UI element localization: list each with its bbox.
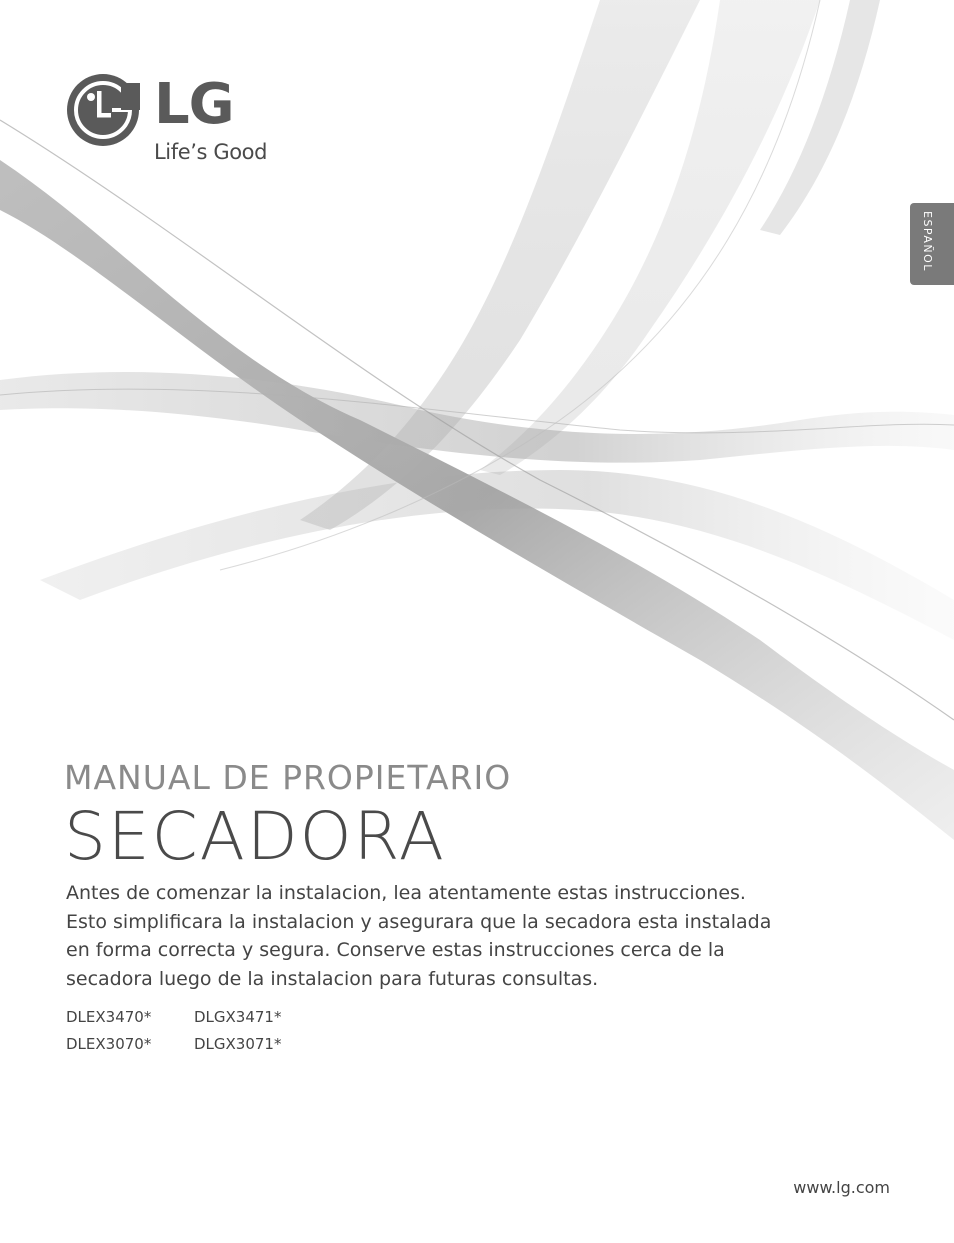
document-subtitle: MANUAL DE PROPIETARIO <box>64 758 512 797</box>
model-list <box>66 1004 322 1058</box>
language-tab <box>910 203 954 285</box>
lg-face-logo-icon <box>66 73 140 147</box>
document-title: SECADORA <box>64 798 446 875</box>
model-number: DLGX3071* <box>194 1035 282 1053</box>
website-link[interactable]: www.lg.com <box>793 1178 890 1197</box>
lg-wordmark: LG <box>154 72 234 137</box>
lg-logo <box>66 73 286 173</box>
model-row <box>66 1031 322 1058</box>
intro-paragraph <box>66 879 846 993</box>
brand-tagline: Life’s Good <box>154 140 268 164</box>
intro-line: Esto simplificara la instalacion y asegurara que la secadora esta instalada <box>66 910 772 933</box>
intro-line: en forma correcta y segura. Conserve estas instrucciones cerca de la <box>66 939 725 961</box>
language-tab-label: ESPAÑOL <box>921 211 934 272</box>
intro-line: Antes de comenzar la instalacion, lea atentamente estas instrucciones. <box>66 882 746 904</box>
model-number: DLEX3470* <box>66 1008 152 1026</box>
model-row <box>66 1004 322 1031</box>
model-number: DLGX3471* <box>194 1008 282 1026</box>
model-number: DLEX3070* <box>66 1035 152 1053</box>
intro-line: secadora luego de la instalacion para futuras consultas. <box>66 967 599 990</box>
